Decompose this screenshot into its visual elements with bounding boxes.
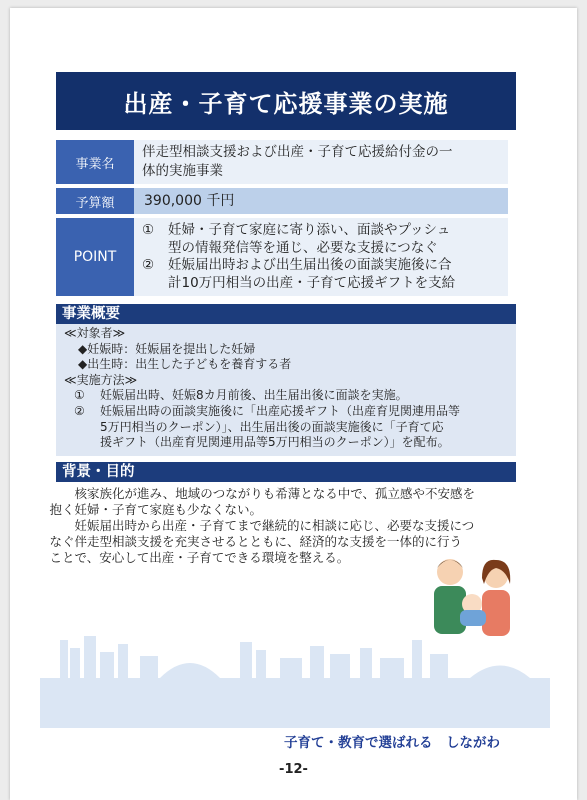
point-number: ② <box>142 257 155 273</box>
method-text <box>100 388 408 404</box>
overview-heading: 事業概要 <box>56 304 516 324</box>
business-name-line: 体的実施事業 <box>142 163 223 179</box>
method-item <box>64 404 508 451</box>
business-name-label: 事業名 <box>56 140 134 184</box>
page-title: 出産・子育て応援事業の実施 <box>56 72 516 130</box>
method-number: ① <box>74 388 85 403</box>
background-line: ことで、安心して出産・子育てできる環境を整える。 <box>49 550 350 565</box>
method-text <box>100 404 460 451</box>
point-number: ① <box>142 222 155 238</box>
family-illustration <box>418 548 528 648</box>
point-line: 妊娠届出時および出生届出後の面談実施後に合 <box>168 257 452 273</box>
background-line: なぐ伴走型相談支援を充実させるとともに、経済的な支援を一体的に行う <box>49 534 463 549</box>
business-name-line: 伴走型相談支援および出産・子育て応援給付金の一 <box>142 144 453 160</box>
method-number: ② <box>74 403 85 418</box>
point-line: 妊婦・子育て家庭に寄り添い、面談やプッシュ <box>168 222 451 238</box>
point-text <box>168 257 455 292</box>
method-item <box>64 388 508 404</box>
overview-box <box>56 324 516 456</box>
budget-label: 予算額 <box>56 188 134 214</box>
method-line: 5万円相当のクーポン）」、出生届出後の面談実施後に「子育て応 <box>100 419 444 434</box>
point-item <box>142 222 500 257</box>
background-heading: 背景・目的 <box>56 462 516 482</box>
slogan: 子育て・教育で選ばれる しながわ <box>284 735 500 751</box>
business-name-value <box>134 140 508 184</box>
method-line: 妊娠届出時の面談実施後に「出産応援ギフト（出産育児関連用品等 <box>100 403 461 418</box>
background-line: 妊娠届出時から出産・子育てまで継続的に相談に応じ、必要な支援につ <box>74 518 475 533</box>
background-paragraph <box>49 486 510 518</box>
method-line: 援ギフト（出産育児関連用品等5万円相当のクーポン）」を配布。 <box>100 435 450 450</box>
business-name-row <box>56 140 508 184</box>
background-line: 核家族化が進み、地域のつながりも希薄となる中で、孤立感や不安感を <box>74 486 476 501</box>
budget-row <box>56 188 508 214</box>
target-item: ◆妊娠時：妊娠届を提出した妊婦 <box>78 341 256 356</box>
method-heading: ≪実施方法≫ <box>64 372 138 387</box>
point-label: POINT <box>56 218 134 296</box>
budget-value: 390,000 千円 <box>134 188 508 214</box>
point-line: 型の情報発信等を通じ、必要な支援につなぐ <box>168 239 438 256</box>
point-row <box>56 218 508 296</box>
method-line: 妊娠届出時、妊娠8カ月前後、出生届出後に面談を実施。 <box>100 388 408 403</box>
target-item: ◆出生時：出生した子どもを養育する者 <box>78 357 292 372</box>
point-list <box>134 218 508 296</box>
target-heading: ≪対象者≫ <box>64 326 126 340</box>
point-line: 計10万円相当の出産・子育て応援ギフトを支給 <box>168 274 456 291</box>
background-line: 抱く妊婦・子育て家庭も少なくない。 <box>49 502 263 517</box>
point-item <box>142 257 500 292</box>
point-text <box>168 222 450 257</box>
page-number: -12- <box>279 762 308 777</box>
